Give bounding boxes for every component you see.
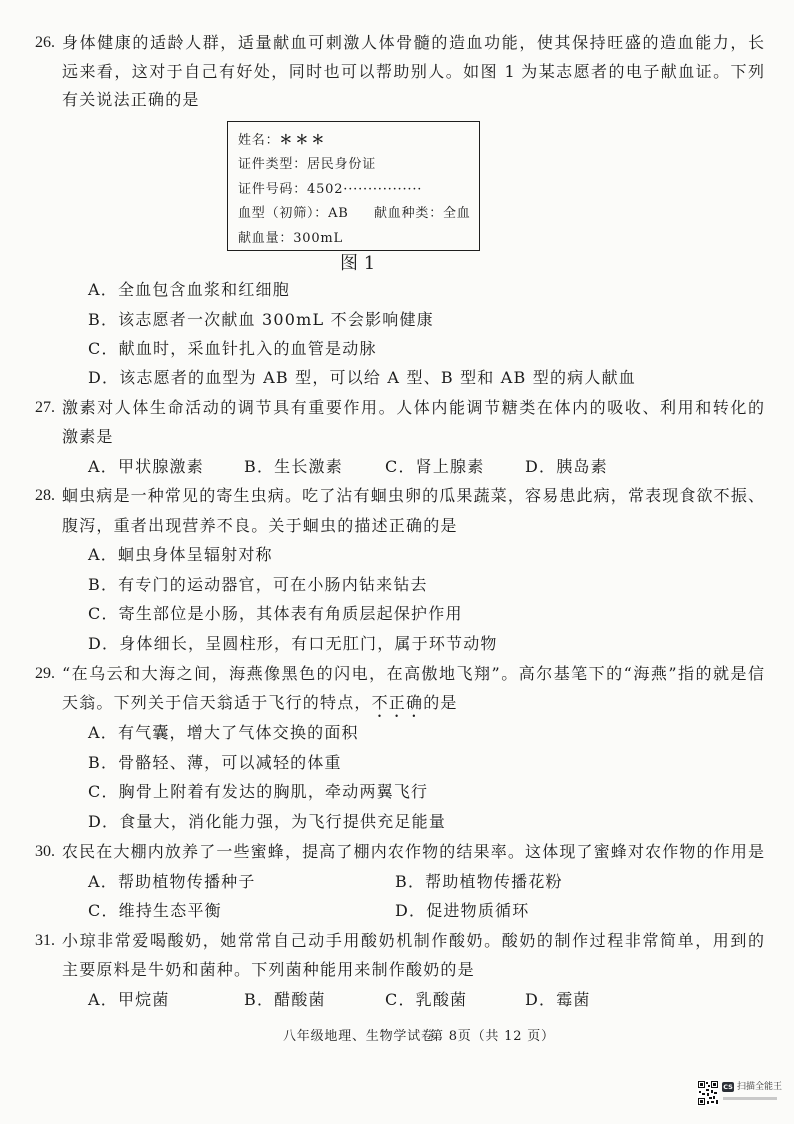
q27-option-c: C．肾上腺素 [385, 457, 485, 476]
q26-option-d: D．该志愿者的血型为 AB 型，可以给 A 型、B 型和 AB 型的病人献血 [88, 368, 636, 387]
q29-stem-line-2-after: 的是 [423, 693, 458, 712]
q30-option-a: A．帮助植物传播种子 [88, 872, 256, 891]
cert-name-row [238, 133, 327, 149]
scanner-tagline-smudge [723, 1097, 777, 1100]
cert-name-value: ＊＊＊ [279, 133, 328, 148]
q29-stem-line-1: “在乌云和大海之间，海燕像黑色的闪电，在高傲地飞翔”。高尔基笔下的“海燕”指的就是信 [62, 664, 764, 683]
cert-id-number: 证件号码：4502················ [238, 182, 423, 197]
blood-donation-certificate [227, 121, 480, 251]
q31-stem-line-2: 主要原料是牛奶和菌种。下列菌种能用来制作酸奶的是 [62, 960, 475, 979]
cert-name-label: 姓名： [238, 133, 280, 148]
q31-option-b: B．醋酸菌 [244, 990, 326, 1009]
q30-option-c: C．维持生态平衡 [88, 901, 222, 920]
q31-option-d: D．霉菌 [525, 990, 591, 1009]
q29-option-d: D．食量大，消化能力强，为飞行提供充足能量 [88, 812, 447, 831]
q28-stem-line-2: 腹泻，重者出现营养不良。关于蛔虫的描述正确的是 [62, 516, 458, 535]
q27-stem-line-2: 激素是 [62, 427, 114, 446]
q27-option-b: B．生长激素 [244, 457, 343, 476]
q27-stem-line-1: 激素对人体生命活动的调节具有重要作用。人体内能调节糖类在体内的吸收、利用和转化的 [62, 398, 764, 417]
cert-volume: 献血量：300mL [238, 231, 343, 246]
q29-stem-line-2-before: 天翁。下列关于信天翁适于飞行的特点， [62, 693, 372, 712]
q30-option-d: D．促进物质循环 [395, 901, 530, 920]
question-number-26: 26. [35, 34, 55, 51]
question-number-31: 31. [35, 932, 55, 949]
question-number-28: 28. [35, 487, 55, 504]
q28-option-a: A．蛔虫身体呈辐射对称 [88, 545, 273, 564]
q27-option-a: A．甲状腺激素 [88, 457, 204, 476]
q31-stem-line-1: 小琼非常爱喝酸奶，她常常自己动手用酸奶机制作酸奶。酸奶的制作过程非常简单，用到的 [62, 931, 764, 950]
q28-option-d: D．身体细长，呈圆柱形，有口无肛门，属于环节动物 [88, 634, 498, 653]
q31-option-c: C．乳酸菌 [385, 990, 468, 1009]
q29-emphasized-negation: 不正确 [371, 693, 424, 712]
q31-option-a: A．甲烷菌 [88, 990, 170, 1009]
figure-caption: 图 1 [340, 253, 376, 274]
qr-code-icon [697, 1080, 719, 1106]
footer-page-number: 第 8页（共 12 页） [430, 1029, 555, 1044]
question-number-27: 27. [35, 399, 55, 416]
question-number-29: 29. [35, 665, 55, 682]
question-number-30: 30. [35, 843, 55, 860]
q29-option-b: B．骨骼轻、薄，可以减轻的体重 [88, 753, 342, 772]
cert-id-type: 证件类型：居民身份证 [238, 157, 377, 172]
q29-option-a: A．有气囊，增大了气体交换的面积 [88, 723, 359, 742]
q28-option-b: B．有专门的运动器官，可在小肠内钻来钻去 [88, 575, 428, 594]
q26-stem-line-3: 有关说法正确的是 [62, 90, 200, 109]
scanner-app-name: 扫描全能王 [737, 1082, 783, 1092]
q26-option-a: A．全血包含血浆和红细胞 [88, 280, 290, 299]
scanner-app-logo-icon: CS [723, 1083, 733, 1091]
q26-stem-line-2: 远来看，这对于自己有好处，同时也可以帮助别人。如图 1 为某志愿者的电子献血证。下列 [62, 62, 764, 81]
footer-subject: 八年级地理、生物学试卷 [283, 1029, 435, 1044]
q29-option-c: C．胸骨上附着有发达的胸肌，牵动两翼飞行 [88, 782, 429, 801]
q30-stem-line-1: 农民在大棚内放养了一些蜜蜂，提高了棚内农作物的结果率。这体现了蜜蜂对农作物的作用是 [62, 842, 764, 861]
q27-option-d: D．胰岛素 [525, 457, 608, 476]
q26-option-b: B．该志愿者一次献血 300mL 不会影响健康 [88, 310, 434, 329]
cert-donation-type: 献血种类：全血 [374, 206, 471, 221]
cert-blood-type: 血型（初筛）：AB [238, 206, 349, 221]
q26-stem-line-1: 身体健康的适龄人群，适量献血可刺激人体骨髓的造血功能，使其保持旺盛的造血能力，长 [62, 33, 764, 52]
q29-stem-line-2 [62, 693, 458, 721]
q28-option-c: C．寄生部位是小肠，其体表有角质层起保护作用 [88, 604, 463, 623]
q28-stem-line-1: 蛔虫病是一种常见的寄生虫病。吃了沾有蛔虫卵的瓜果蔬菜，容易患此病，常表现食欲不振、 [62, 486, 764, 505]
q30-option-b: B．帮助植物传播花粉 [395, 872, 563, 891]
q26-option-c: C．献血时，采血针扎入的血管是动脉 [88, 339, 377, 358]
